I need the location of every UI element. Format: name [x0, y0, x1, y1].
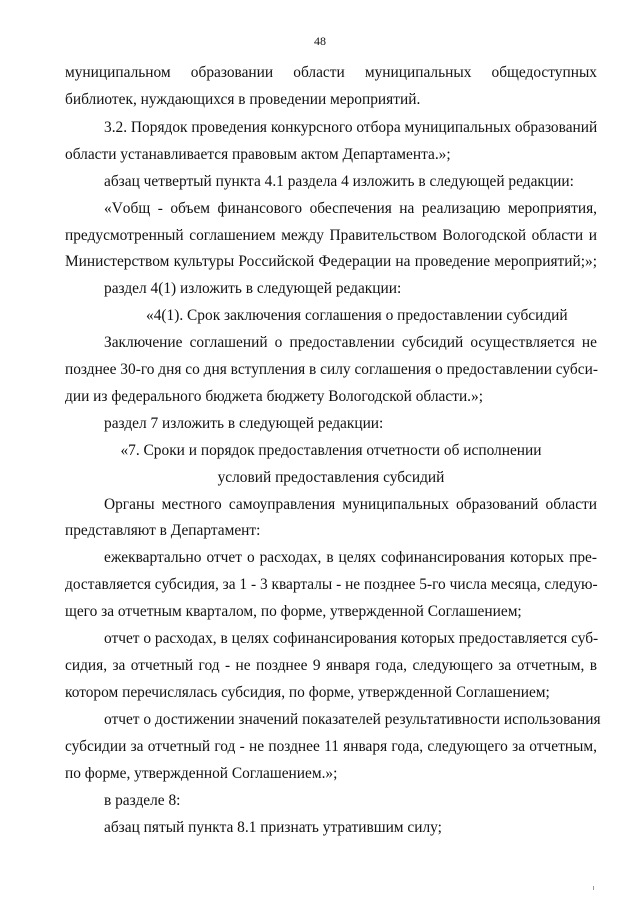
text-line: представляют в Департамент: [65, 522, 261, 539]
text-line: отчет о достижении значений показателей результативности использования [104, 711, 601, 728]
text-line: «Vобщ - объем финансового обеспечения на реализацию мероприятия, [104, 200, 597, 217]
text-line: позднее 30-го дня со дня вступления в силу соглашения о предоставлении субси- [65, 361, 598, 378]
text-line: абзац пятый пункта 8.1 признать утратившим силу; [104, 819, 442, 836]
text-line: в разделе 8: [104, 792, 181, 809]
text-line: котором перечислялась субсидия, по форме, утвержденной Соглашением; [65, 684, 550, 701]
text-line: Заключение соглашений о предоставлении субсидий осуществляется не [104, 334, 597, 351]
text-line: раздел 7 изложить в следующей редакции: [104, 415, 384, 432]
text-line: ежеквартально отчет о расходах, в целях софинансирования которых пре- [104, 549, 597, 566]
text-line: субсидии за отчетный год - не позднее 11 января года, следующего за отчетным, [65, 738, 597, 755]
text-line: раздел 4(1) изложить в следующей редакции: [104, 280, 402, 297]
scan-mark [593, 886, 594, 890]
section-heading: условий предоставления субсидий [217, 469, 445, 486]
text-line: абзац четвертый пункта 4.1 раздела 4 изложить в следующей редакции: [104, 173, 574, 190]
text-line: сидия, за отчетный год - не позднее 9 января года, следующего за отчетным, в [65, 657, 597, 674]
text-line: щего за отчетным кварталом, по форме, утвержденной Соглашением; [65, 603, 522, 620]
text-line: области устанавливается правовым актом Департамента.»; [65, 146, 451, 163]
section-heading: «7. Сроки и порядок предоставления отчетности об исполнении [120, 442, 542, 459]
text-line: «4(1). Срок заключения соглашения о предоставлении субсидий [146, 307, 568, 324]
text-line: доставляется субсидия, за 1 - 3 кварталы - не позднее 5-го числа месяца, следую- [65, 576, 598, 593]
text-line: предусмотренный соглашением между Правительством Вологодской области и [65, 227, 597, 244]
text-line: муниципальном образовании области муниципальных общедоступных [65, 64, 597, 81]
text-line: Министерством культуры Российской Федерации на проведение мероприятий;»; [65, 253, 597, 270]
text-line: дии из федерального бюджета бюджету Вологодской области.»; [65, 388, 483, 405]
text-line: 3.2. Порядок проведения конкурсного отбора муниципальных образований [104, 119, 598, 136]
text-line: по форме, утвержденной Соглашением.»; [65, 765, 338, 782]
text-line: библиотек, нуждающихся в проведении мероприятий. [65, 91, 421, 108]
page-number: 48 [314, 34, 326, 48]
text-line: Органы местного самоуправления муниципальных образований области [104, 496, 597, 513]
text-line: отчет о расходах, в целях софинансирования которых предоставляется суб- [104, 630, 599, 647]
